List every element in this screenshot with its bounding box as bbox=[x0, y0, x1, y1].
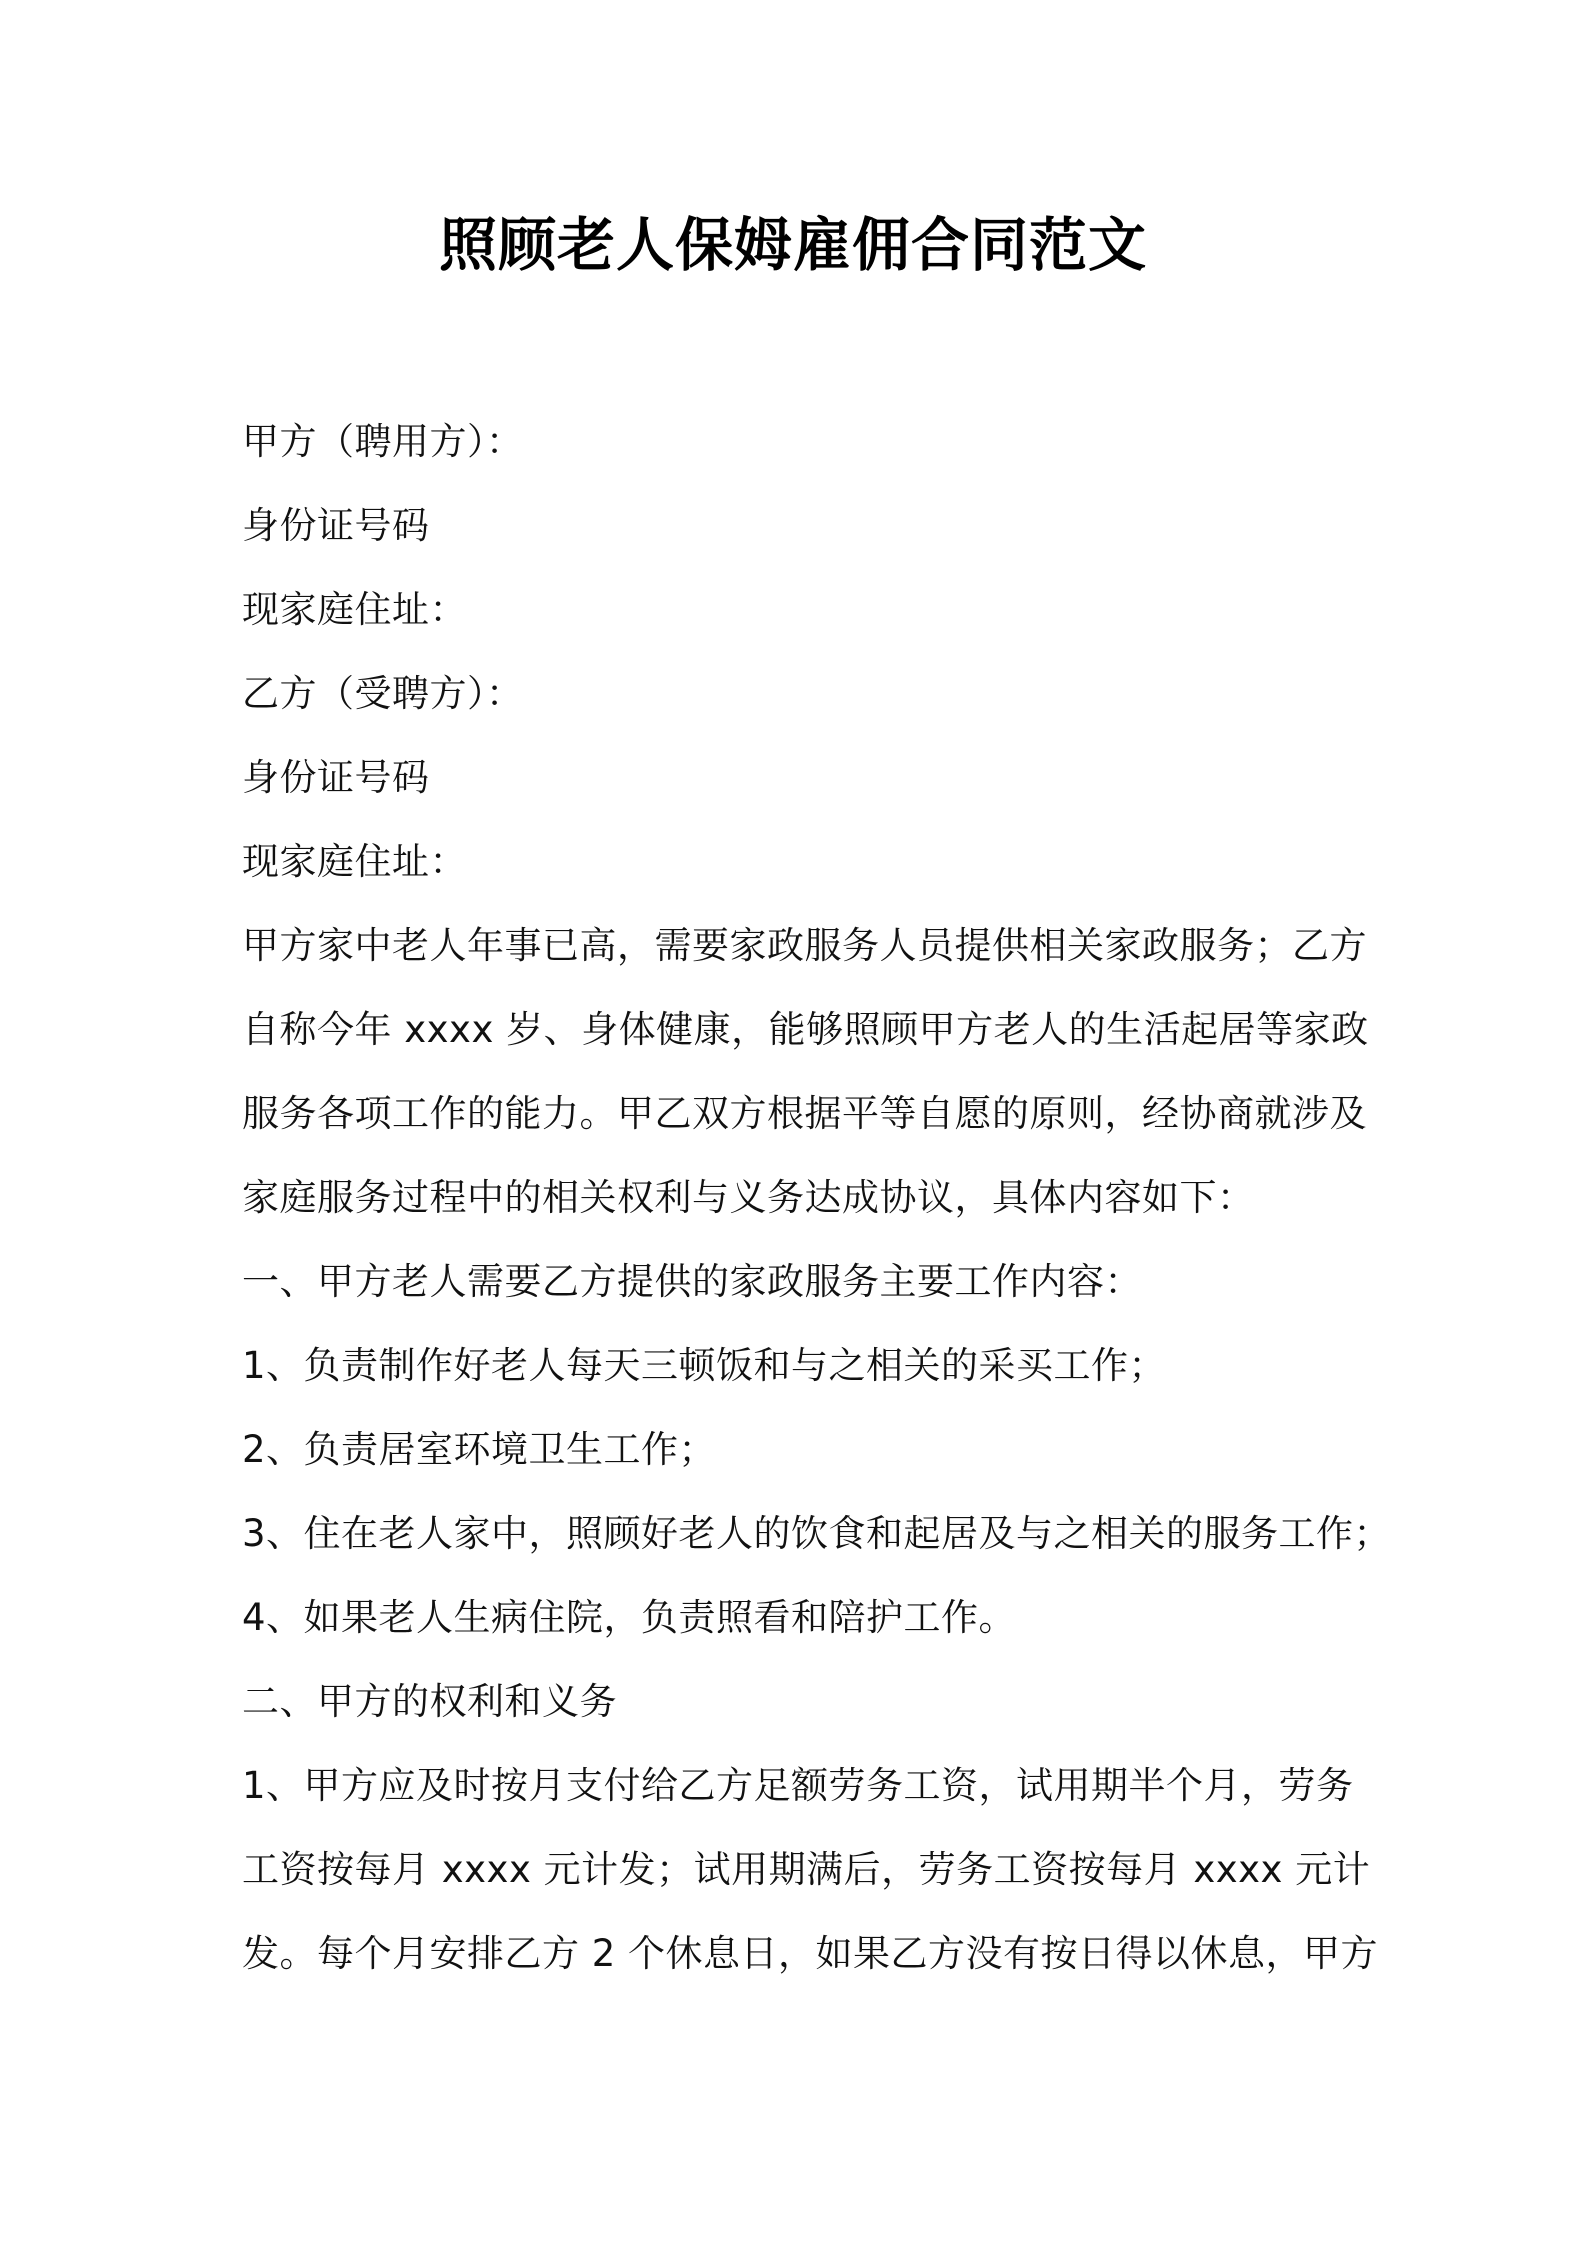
paragraph-line-preamble-3: 服务各项工作的能力。甲乙双方根据平等自愿的原则，经协商就涉及 bbox=[242, 1092, 1367, 1135]
list-item-duty-3: 3、住在老人家中，照顾好老人的饮食和起居及与之相关的服务工作； bbox=[242, 1512, 1392, 1555]
paragraph-line-party-b-id: 身份证号码 bbox=[242, 756, 430, 799]
paragraph-line-preamble-2: 自称今年 xxxx 岁、身体健康，能够照顾甲方老人的生活起居等家政 bbox=[242, 1008, 1369, 1051]
paragraph-line-party-a: 甲方（聘用方）： bbox=[242, 420, 524, 463]
paragraph-line-party-a-address: 现家庭住址： bbox=[242, 588, 467, 631]
list-item-duty-1: 1、负责制作好老人每天三顿饭和与之相关的采买工作； bbox=[242, 1344, 1167, 1387]
document-title: 照顾老人保姆雇佣合同范文 bbox=[438, 211, 1147, 279]
paragraph-line-party-a-id: 身份证号码 bbox=[242, 504, 430, 547]
paragraph-line-wage-2: 工资按每月 xxxx 元计发；试用期满后，劳务工资按每月 xxxx 元计 bbox=[242, 1848, 1371, 1891]
section-heading-one: 一、甲方老人需要乙方提供的家政服务主要工作内容： bbox=[242, 1260, 1142, 1303]
list-item-duty-4: 4、如果老人生病住院，负责照看和陪护工作。 bbox=[242, 1596, 1017, 1639]
paragraph-line-party-b: 乙方（受聘方）： bbox=[242, 672, 524, 715]
paragraph-line-wage-3: 发。每个月安排乙方 2 个休息日，如果乙方没有按日得以休息，甲方 bbox=[242, 1932, 1379, 1975]
paragraph-line-party-b-address: 现家庭住址： bbox=[242, 840, 467, 883]
paragraph-line-wage-1: 1、甲方应及时按月支付给乙方足额劳务工资，试用期半个月，劳务 bbox=[242, 1764, 1354, 1807]
list-item-duty-2: 2、负责居室环境卫生工作； bbox=[242, 1428, 717, 1471]
paragraph-line-preamble-1: 甲方家中老人年事已高，需要家政服务人员提供相关家政服务；乙方 bbox=[242, 924, 1367, 967]
document-body bbox=[242, 400, 1392, 1996]
paragraph-line-preamble-4: 家庭服务过程中的相关权利与义务达成协议，具体内容如下： bbox=[242, 1176, 1255, 1219]
section-heading-two: 二、甲方的权利和义务 bbox=[242, 1680, 617, 1723]
